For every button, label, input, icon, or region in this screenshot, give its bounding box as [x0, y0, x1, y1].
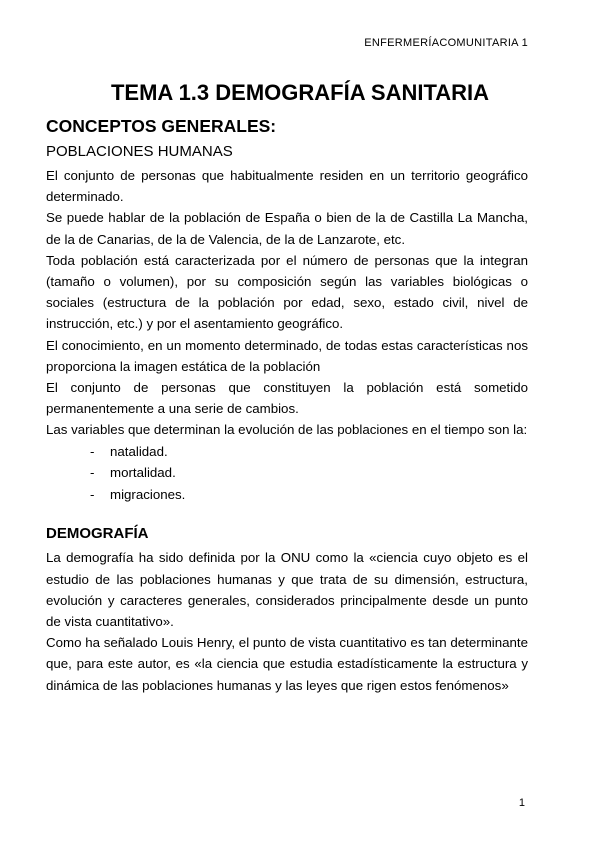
paragraph: El conjunto de personas que constituyen la población está sometido permanentemente a una serie de cambios.: [46, 380, 528, 417]
list-item: - natalidad.: [90, 443, 168, 459]
document-body: [46, 114, 528, 696]
section-heading-demografia: DEMOGRAFÍA: [46, 525, 149, 543]
paragraph: El conocimiento, en un momento determinado, de todas estas características nos proporciona la imagen estática de la población: [46, 337, 528, 374]
paragraph: El conjunto de personas que habitualmente residen en un territorio geográfico determinado.: [46, 168, 528, 205]
paragraph: Como ha señalado Louis Henry, el punto de vista cuantitativo es tan determinante que, para este autor, es «la ciencia que estudia estadísticamente la estructura y dinámica de las poblaciones humanas y las leyes que rigen estos fenómenos»: [46, 635, 528, 693]
subheading-poblaciones: POBLACIONES HUMANAS: [46, 143, 233, 160]
variables-list: [46, 441, 528, 506]
paragraph: Las variables que determinan la evolución de las poblaciones en el tiempo son la:: [46, 422, 528, 438]
section-demografia: [46, 523, 528, 695]
paragraph: Se puede hablar de la población de España o bien de la de Castilla La Mancha, de la de Canarias, de la de Valencia, de la de Lanzarote, etc.: [46, 210, 528, 247]
section-heading-conceptos: CONCEPTOS GENERALES:: [46, 116, 277, 136]
list-item: - migraciones.: [90, 486, 186, 502]
page-header: ENFERMERÍACOMUNITARIA 1: [364, 37, 528, 49]
list-item: - mortalidad.: [90, 465, 176, 481]
paragraph: Toda población está caracterizada por el número de personas que la integran (tamaño o volumen), por su composición según las variables biológicas o sociales (estructura de la población por edad, sexo, estado civil, nivel de instrucción, etc.) y por el asentamiento geográfico.: [46, 252, 528, 332]
page-number: 1: [518, 797, 525, 809]
paragraph: La demografía ha sido definida por la ONU como la «ciencia cuyo objeto es el estudio de las poblaciones humanas y que trata de su dimensión, estructura, evolución y caracteres generales, considerados principalmente desde un punto de vista cuantitativo».: [46, 550, 528, 630]
document-title: TEMA 1.3 DEMOGRAFÍA SANITARIA: [110, 80, 490, 105]
